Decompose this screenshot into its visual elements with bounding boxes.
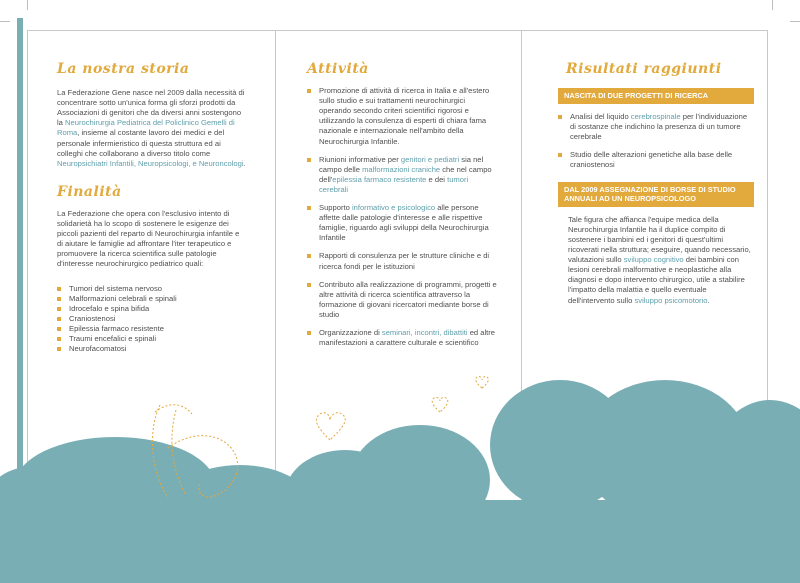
text-run: ed altre manifestazioni a carattere culturale e scientifico	[319, 327, 496, 348]
text-run: .	[707, 295, 710, 305]
section-title-attivita: Attività	[307, 61, 369, 77]
text-run: Promozione di attività di ricerca in Italia e all'estero sullo studio e sui trattamenti neurochirurgici operando secondo criteri scientifici rigorosi e utilizzando la consulenza di esperti di chiara fama nazionale e internazionale nell'ambito della Neurochirurgia Infantile.	[319, 86, 490, 146]
highlight-text: epilessia farmaco resistente	[332, 174, 427, 184]
highlight-text: malformazioni craniche	[362, 164, 441, 174]
list-item: Craniostenosi	[57, 314, 247, 324]
section-title-storia: La nostra storia	[57, 61, 190, 77]
band-progetti: NASCITA DI DUE PROGETTI DI RICERCA	[558, 88, 754, 103]
list-item: Tumori del sistema nervoso	[57, 284, 247, 294]
highlight-text: sviluppo psicomotorio	[634, 295, 708, 305]
text-run: Riunioni informative per	[319, 154, 401, 164]
text-run: Tale figura che affianca l'equipe medica della Neurochirurgia Infantile ha il duplice compito di sostenere i bambini ed i genitori di quest'ultimi ricoverati nella struttura; eseguire, quando necessario, valutazioni sullo	[568, 214, 751, 265]
finalita-paragraph: La Federazione che opera con l'esclusivo intento di solidarietà ha lo scopo di sostenere le esigenze dei piccoli pazienti del reparto di Neurochirurgia infantile e di aiutare le famiglie ad affrontare l'iter terapeutico e promuovere la ricerca scientifica sulle patologie d'interesse neurochirurgico pediatrico quali:	[57, 208, 240, 269]
text-run: che nel campo dell'	[319, 164, 492, 184]
text-run: alle persone affette dalle patologie d'interesse e alle rispettive famiglie, riguardo agli sviluppi della Neurochirurgia Infantile	[319, 203, 489, 243]
heart-icon	[316, 413, 345, 440]
highlight-text: tumori cerebrali	[319, 174, 469, 194]
text-run: Supporto	[319, 203, 352, 213]
section-title-risultati: Risultati raggiunti	[566, 61, 722, 77]
text-run: , insieme al costante lavoro dei medici e del personale infermieristico di questa struttura ed ai colleghi che collaborano a diverso titolo come	[57, 128, 225, 158]
text-run: e dei	[426, 174, 448, 184]
heart-icon	[476, 376, 489, 388]
text-run: sia nel campo delle	[319, 154, 484, 174]
text-run: .	[243, 158, 246, 168]
clouds-illustration	[0, 380, 800, 583]
highlight-text: genitori e pediatri	[400, 154, 460, 164]
highlight-text: informativo e psicologico	[351, 203, 436, 213]
highlight-text: Neurochirurgia Pediatrica del Policlinico Gemelli di Roma	[57, 118, 235, 138]
list-item: Epilessia farmaco resistente	[57, 324, 247, 334]
heart-icon	[432, 397, 448, 412]
section-title-finalita: Finalità	[57, 183, 122, 200]
list-item: Malformazioni celebrali e spinali	[57, 294, 247, 304]
highlight-text: sviluppo cognitivo	[623, 255, 684, 265]
list-item: Neurofacomatosi	[57, 344, 247, 354]
text-run: Rapporti di consulenza per le strutture cliniche e di ricerca fondi per le istituzioni	[319, 251, 490, 271]
list-item: Idrocefalo e spina bifida	[57, 304, 247, 314]
band-borse: DAL 2009 ASSEGNAZIONE DI BORSE DI STUDIO ANNUALI AD UN NEUROPSICOLOGO	[558, 182, 754, 207]
text-run: per l'individuazione di sostanze che indichino la presenza di un tumore cerebrale	[570, 111, 748, 141]
highlight-text: cerebrospinale	[630, 111, 681, 121]
highlight-text: Neuropsichiatri Infantili, Neuropsicologi, e Neuroncologi	[57, 158, 244, 168]
text-run: Studio delle alterazioni genetiche alla base delle craniostenosi	[570, 149, 733, 169]
text-run: Organizzazione di	[319, 327, 382, 337]
text-run: La Federazione Gene nasce nel 2009 dalla necessità di concentrare sotto un'unica forma gli sforzi prodotti da Associazioni di genitori che da diversi anni sostengono la	[57, 88, 245, 128]
text-run: dei bambini con lesioni cerebrali malformative e neoplastiche alla diagnosi e dopo intervento chirurgico, utile a stabilire l'impatto della malattia e quello eventuale dell'intervento sullo	[568, 255, 745, 305]
text-run: Contributo alla realizzazione di programmi, progetti e altre attività di ricerca scientifica attraverso la formazione di giovani ricercatori mediante borse di studio	[319, 279, 497, 319]
list-item: Traumi encefalici e spinali	[57, 334, 247, 344]
highlight-text: seminari, incontri, dibattiti	[381, 327, 468, 337]
text-run: Analisi del liquido	[570, 111, 631, 121]
